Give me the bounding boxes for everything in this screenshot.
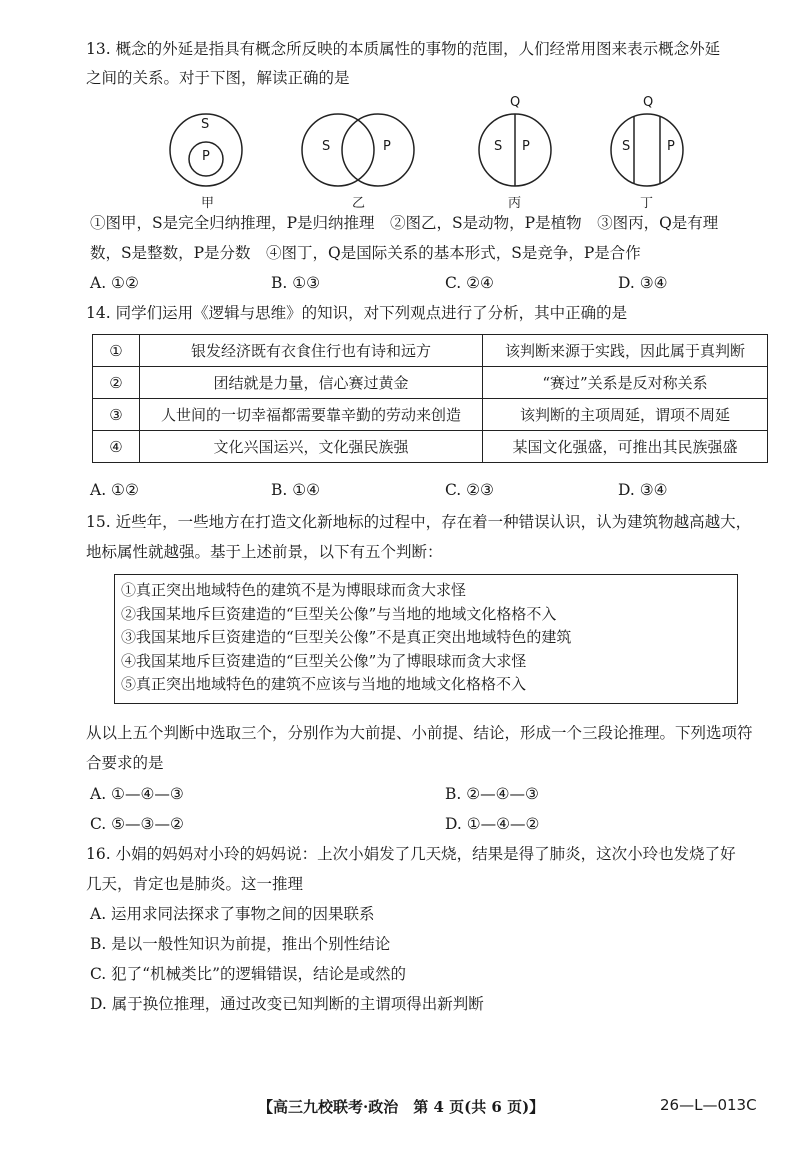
q15-option-a[interactable]: A. ①—④—③ [90, 785, 184, 803]
q15-judgment-1: ①真正突出地域特色的建筑不是为博眼球而贪大求怪 [121, 581, 467, 599]
q13-option-b[interactable]: B. ①③ [271, 274, 321, 292]
q14-row-number: ④ [93, 431, 140, 463]
page-footer-code: 26—L—013C [660, 1096, 757, 1114]
diagram-yi-right-label: P [383, 139, 391, 154]
q13-statements-line1: ①图甲，S是完全归纳推理，P是归纳推理 ②图乙，S是动物，P是植物 ③图丙，Q是有理 [90, 214, 719, 232]
q15-option-c[interactable]: C. ⑤—③—② [90, 815, 184, 833]
q15-judgment-2: ②我国某地斥巨资建造的“巨型关公像”与当地的地域文化格格不入 [121, 604, 557, 623]
q14-row-number: ① [93, 335, 140, 367]
q14-option-d[interactable]: D. ③④ [618, 481, 668, 499]
q15-stem-line1: 15. 近些年，一些地方在打造文化新地标的过程中，存在着一种错误认识，认为建筑物越高越大， [86, 513, 752, 531]
q14-row-number: ② [93, 367, 140, 399]
diagram-jia-inner-label: P [202, 149, 210, 164]
q14-row-view: 团结就是力量，信心赛过黄金 [140, 367, 483, 399]
table-row [93, 335, 768, 367]
q15-stem-line2: 地标属性就越强。基于上述前景，以下有五个判断： [86, 543, 443, 561]
q16-stem-line1: 16. 小娟的妈妈对小玲的妈妈说：上次小娟发了几天烧，结果是得了肺炎，这次小玲也发烧了好 [86, 845, 736, 863]
q13-option-c[interactable]: C. ②④ [445, 274, 494, 292]
q13-option-d[interactable]: D. ③④ [618, 274, 668, 292]
diagram-bing [477, 112, 553, 188]
q15-option-d[interactable]: D. ①—④—② [445, 815, 540, 833]
diagram-bing-left-label: S [494, 139, 503, 154]
q14-row-analysis: “赛过”关系是反对称关系 [483, 367, 768, 399]
q15-stem-line4: 合要求的是 [86, 754, 164, 772]
q13-option-a[interactable]: A. ①② [90, 274, 139, 292]
q16-stem-line2: 几天，肯定也是肺炎。这一推理 [86, 875, 304, 893]
diagram-ding-top-label: Q [643, 95, 654, 110]
q14-option-a[interactable]: A. ①② [90, 481, 139, 499]
q14-option-c[interactable]: C. ②③ [445, 481, 494, 499]
q15-judgments-box [114, 574, 738, 704]
diagram-yi-left-label: S [322, 139, 331, 154]
q14-row-analysis: 该判断的主项周延，谓项不周延 [483, 399, 768, 431]
table-row [93, 431, 768, 463]
q16-option-a[interactable]: A. 运用求同法探求了事物之间的因果联系 [90, 905, 375, 923]
q15-judgment-5: ⑤真正突出地域特色的建筑不应该与当地的地域文化格格不入 [121, 675, 527, 693]
diagram-ding-left-label: S [622, 139, 631, 154]
q15-stem-line3: 从以上五个判断中选取三个，分别作为大前提、小前提、结论，形成一个三段论推理。下列选项符 [86, 724, 753, 742]
q13-stem-line1: 13. 概念的外延是指具有概念所反映的本质属性的事物的范围，人们经常用图来表示概念外延 [86, 40, 721, 58]
diagram-bing-top-label: Q [510, 95, 521, 110]
q13-statements-line2: 数，S是整数，P是分数 ④图丁，Q是国际关系的基本形式，S是竞争，P是合作 [90, 244, 641, 262]
q16-option-c[interactable]: C. 犯了“机械类比”的逻辑错误，结论是或然的 [90, 965, 407, 983]
q16-option-b[interactable]: B. 是以一般性知识为前提，推出个别性结论 [90, 935, 391, 953]
diagram-ding-caption: 丁 [640, 196, 654, 211]
diagram-bing-right-label: P [522, 139, 530, 154]
page-footer-title: 【高三九校联考·政治 第 4 页(共 6 页)】 [258, 1098, 545, 1116]
q14-row-view: 文化兴国运兴，文化强民族强 [140, 431, 483, 463]
diagram-ding-right-label: P [667, 139, 675, 154]
diagram-jia-outer-label: S [201, 117, 210, 132]
q14-row-view: 银发经济既有衣食住行也有诗和远方 [140, 335, 483, 367]
q14-row-analysis: 该判断来源于实践，因此属于真判断 [483, 335, 768, 367]
diagram-yi-caption: 乙 [352, 196, 366, 211]
q14-table [92, 334, 768, 463]
q14-row-view: 人世间的一切幸福都需要靠辛勤的劳动来创造 [140, 399, 483, 431]
table-row [93, 367, 768, 399]
q15-judgment-3: ③我国某地斥巨资建造的“巨型关公像”不是真正突出地域特色的建筑 [121, 628, 572, 646]
diagram-bing-caption: 丙 [508, 196, 522, 211]
diagram-yi [300, 112, 416, 188]
q15-option-b[interactable]: B. ②—④—③ [445, 785, 539, 803]
q14-stem: 14. 同学们运用《逻辑与思维》的知识，对下列观点进行了分析，其中正确的是 [86, 304, 628, 322]
diagram-jia-caption: 甲 [201, 196, 215, 211]
table-row [93, 399, 768, 431]
q13-stem-line2: 之间的关系。对于下图，解读正确的是 [86, 69, 350, 87]
q16-option-d[interactable]: D. 属于换位推理，通过改变已知判断的主谓项得出新判断 [90, 995, 484, 1013]
q14-row-number: ③ [93, 399, 140, 431]
q14-row-analysis: 某国文化强盛，可推出其民族强盛 [483, 431, 768, 463]
q14-option-b[interactable]: B. ①④ [271, 481, 321, 499]
q15-judgment-4: ④我国某地斥巨资建造的“巨型关公像”为了博眼球而贪大求怪 [121, 651, 527, 670]
